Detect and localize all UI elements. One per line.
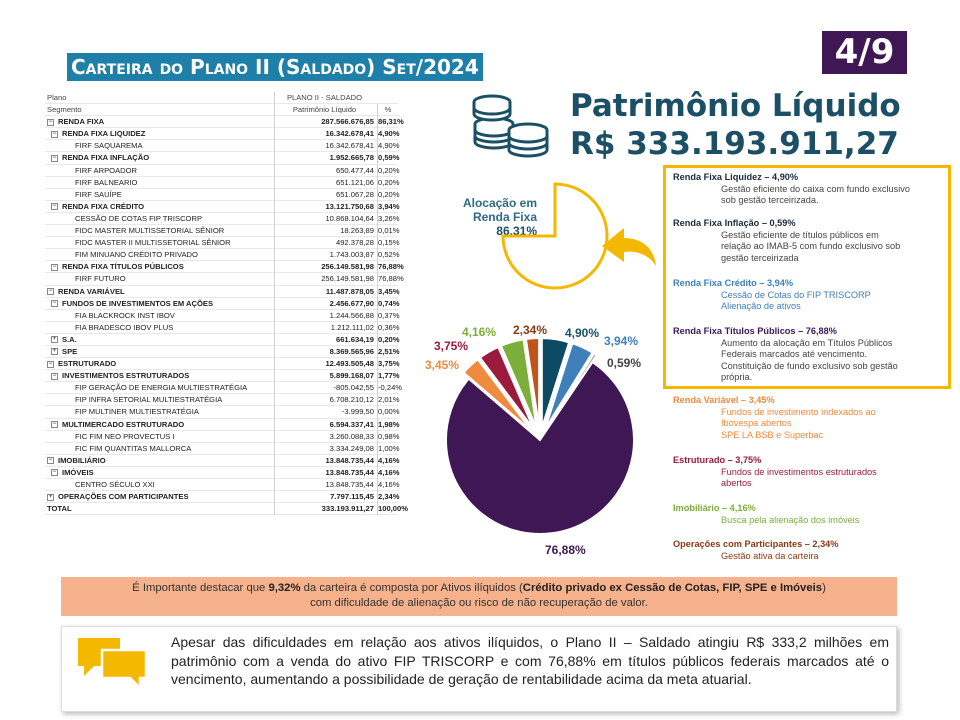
legend-item [673,326,943,384]
segment-cell [45,213,273,225]
value-cell: 1.244.566,88 [274,310,377,322]
table-row [45,491,398,503]
note-highlight: 9,32% [268,582,301,594]
segment-name: RENDA FIXA [58,117,105,127]
segment-name: FIDC MASTER MULTISSETORIAL SÊNIOR [75,226,225,236]
segment-name: FIC FIM NEO PROVECTUS I [75,431,175,441]
table-row [45,165,398,177]
table-row [45,140,398,152]
segment-cell [45,273,273,285]
segment-cell [45,431,273,443]
percent-cell: 100,00% [377,503,398,515]
segment-cell [45,455,273,467]
percent-cell: 1,00% [377,443,398,455]
legend-description: Ibovespa abertos [721,418,792,428]
segment-cell [45,116,273,128]
legend-title: Renda Variável – 3,45% [673,395,775,405]
segment-name: FUNDOS DE INVESTIMENTOS EM AÇÕES [62,298,214,308]
note-text: da carteira é composta por Ativos ilíquidos ( [300,582,523,594]
segment-cell [45,310,273,322]
segment-name: SPE [62,346,78,356]
table-row [45,382,403,394]
percent-cell: -0,24% [377,382,398,394]
segment-cell [45,346,273,358]
collapse-toggle[interactable]: − [52,372,57,379]
segment-cell [45,249,273,261]
percent-cell: 0,20% [377,177,398,189]
percent-cell: 1,98% [377,419,398,431]
legend-description: gestão terceirizada [721,252,799,263]
note-text: É Importante destacar que [132,582,269,594]
collapse-toggle[interactable]: − [52,469,57,476]
value-cell: 287.566.676,85 [274,116,377,128]
table-row [45,116,404,128]
table-row [45,334,398,346]
value-cell: 8.369.565,96 [274,346,377,358]
header-cell: Plano [47,93,67,102]
segment-name: RENDA FIXA LIQUIDEZ [62,129,146,139]
percent-cell: 3,94% [377,201,398,213]
table-row [45,201,398,213]
table-row [45,443,398,455]
value-cell: 651.067,28 [274,189,377,201]
segment-name: FIP INFRA SETORIAL MULTIESTRATÉGIA [75,395,223,405]
percent-cell: 0,98% [377,431,398,443]
legend-description: Busca pela alienação dos imóveis [721,514,860,525]
collapse-toggle[interactable]: − [48,118,53,125]
segment-name: FIC FIM QUANTITAS MALLORCA [75,443,192,453]
value-cell: 651.121,06 [274,177,377,189]
legend-description: Gestão ativa da carteira [721,550,819,561]
segment-cell [45,177,273,189]
segment-name: CENTRO SÉCULO XXI [75,480,155,489]
collapse-toggle[interactable]: − [52,130,57,137]
value-cell: 661.634,19 [274,334,377,346]
table-row [45,177,398,189]
legend-description: Federais marcados até vencimento. [721,349,868,359]
segment-cell [45,298,273,310]
segment-name: FIM MINUANO CRÉDITO PRIVADO [75,250,198,260]
table-row [45,310,398,322]
percent-cell: 0,37% [377,310,398,322]
value-cell: 16.342.678,41 [274,128,377,140]
value-cell: 16.342.678,41 [274,140,377,152]
legend-title: Renda Fixa Títulos Públicos – 76,88% [673,326,837,336]
collapse-toggle[interactable]: − [52,300,57,307]
segment-name: FIP MULTINER MULTIESTRATÉGIA [75,407,199,417]
segment-name: FIRF FUTURO [75,274,126,284]
value-cell: 333.193.911,27 [274,503,377,515]
value-cell: 1.952.665,78 [274,152,377,164]
legend-item [673,539,943,562]
segment-name: RENDA FIXA CRÉDITO [62,201,144,211]
segment-cell [45,491,273,503]
value-cell: 6.594.337,41 [274,419,377,431]
value-cell: 3.260.088,33 [274,431,377,443]
table-row [45,249,398,261]
segment-name: S.A. [62,334,77,344]
segment-name: IMÓVEIS [62,467,94,477]
segment-name: FIRF SAUÍPE [75,189,122,199]
legend-description: relação ao IMAB-5 com fundo exclusivo sob [721,241,901,251]
legend-description: Gestão eficiente do caixa com fundo exclusivo [721,183,910,194]
table-row [45,455,398,467]
percent-cell: 2,01% [377,394,398,406]
legend-title: Imobiliário – 4,16% [673,503,756,513]
percent-cell: 4,16% [377,455,398,467]
value-cell: 11.487.878,05 [274,286,377,298]
percent-cell: 4,90% [377,140,398,152]
value-cell: 650.477,44 [274,165,377,177]
legend-description: abertos [721,478,752,488]
collapse-toggle[interactable]: − [48,288,53,294]
segment-cell [45,467,273,479]
segment-cell [45,479,273,491]
segment-name: FIRF ARPOADOR [75,165,138,175]
table-row [45,346,398,358]
pie-data-label: 2,34% [513,323,548,337]
table-row [45,273,404,285]
percent-cell: 76,88% [377,273,398,285]
segment-name: CESSÃO DE COTAS FIP TRISCORP [75,213,203,223]
note-text: com dificuldade de alienação ou risco de não recuperação de valor. [310,597,648,609]
pie-data-label: 3,75% [434,339,469,353]
table-header-row [45,92,398,104]
percent-cell: 2,51% [377,346,398,358]
percent-cell: 0,36% [377,322,398,334]
segment-cell [45,225,273,237]
segment-cell [45,406,273,418]
value-cell: 256.149.581,98 [274,261,377,273]
percent-cell: 0,00% [377,406,398,418]
pie-data-label: 0,59% [607,356,642,370]
illiquid-assets-note [61,577,897,616]
legend-description: Alienação de ativos [721,301,801,311]
value-cell: 492.378,28 [274,237,377,249]
percent-cell: 3,26% [377,213,398,225]
legend-item [673,503,943,526]
table-row [45,358,398,370]
segment-name: RENDA FIXA TÍTULOS PÚBLICOS [62,262,184,272]
value-cell: 18.263,89 [274,225,377,237]
value-cell: -805.042,55 [274,382,377,394]
segment-name: OPERAÇÕES COM PARTICIPANTES [58,492,189,502]
value-cell: 5.899.168,07 [274,370,377,382]
collapse-toggle[interactable]: − [52,154,57,161]
segment-cell [45,165,273,177]
expand-toggle[interactable]: + [52,348,57,355]
legend-title: Renda Fixa Liquidez – 4,90% [673,172,799,182]
collapse-toggle[interactable]: − [52,203,57,210]
value-cell: 12.493.505,48 [274,358,377,370]
percent-cell: 0,20% [377,189,398,201]
note-text: ) [822,582,826,594]
value-cell: 1.212.111,02 [274,322,377,334]
pie-data-label: 4,16% [462,325,497,339]
patrimonio-value: R$ 333.193.911,27 [570,126,899,162]
coins-icon [470,92,555,160]
collapse-toggle[interactable]: − [48,457,53,464]
allocation-label: Alocação em Renda Fixa [462,196,537,224]
patrimonio-label: Patrimônio Líquido [570,88,901,124]
header-cell: % [377,104,398,116]
value-cell: 7.797.115,45 [274,491,377,503]
header-cell: Patrimônio Líquido [274,104,377,116]
legend-item [673,395,943,441]
segment-cell [45,370,273,382]
allocation-ring [500,180,610,292]
pie-data-label: 4,90% [565,326,600,340]
percent-cell: 3,75% [377,358,398,370]
percent-cell: 0,20% [377,334,398,346]
value-cell: 1.743.003,87 [274,249,377,261]
table-row [45,322,398,334]
segment-cell [45,358,273,370]
segment-cell [45,443,273,455]
segment-name: RENDA VARIÁVEL [58,286,125,296]
segment-cell [45,503,273,515]
percent-cell: 76,88% [377,261,398,273]
chat-bubbles-icon [76,636,148,690]
percent-cell: 4,90% [377,128,398,140]
collapse-toggle[interactable]: − [52,263,57,270]
segment-cell [45,128,273,140]
segment-cell [45,261,273,273]
segment-cell [45,189,273,201]
header-cell: PLANO II - SALDADO [274,92,377,104]
legend-description: sob gestão terceirizada. [721,195,819,205]
percent-cell: 0,01% [377,225,398,237]
legend-description: Cessão de Cotas do FIP TRISCORP [721,289,871,300]
allocation-value: 86,31% [496,224,537,238]
table-row [45,503,408,515]
legend-item [673,455,943,490]
table-row [45,213,398,225]
segment-name: IMOBILIÁRIO [58,455,106,465]
legend-description: própria. [721,372,753,382]
legend-description: Aumento da alocação em Títulos Públicos [721,337,893,348]
table-row [45,237,398,249]
segment-name: FIDC MASTER II MULTISSETORIAL SÊNIOR [75,238,231,248]
conclusion-text: Apesar das dificuldades em relação aos ativos ilíquidos, o Plano II – Saldado atingiu R$ 333,2 milhões em patrimônio com a venda do ativo FIP TRISCORP e com 76,88% em títulos públicos federais marcados até o vencimento, aumentando a possibilidade de geração de rentabilidade acima da meta atuarial. [171,634,889,688]
table-row [45,189,398,201]
segment-cell [45,419,273,431]
segment-cell [45,334,273,346]
expand-toggle[interactable]: + [48,493,53,500]
legend-title: Renda Fixa Inflação – 0,59% [673,218,796,228]
pie-data-label: 76,88% [545,543,586,557]
segment-name: INVESTIMENTOS ESTRUTURADOS [62,371,190,381]
table-row [45,152,398,164]
value-cell: 13.848.735,44 [274,455,377,467]
value-cell: 13.121.750,68 [274,201,377,213]
table-row [45,467,398,479]
table-row [45,261,404,273]
value-cell: -3.999,50 [274,406,377,418]
collapse-toggle[interactable]: − [48,360,53,367]
segment-cell [45,140,273,152]
table-row [45,419,398,431]
segment-cell [45,382,273,394]
segment-name: TOTAL [47,504,72,514]
pie-data-label: 3,45% [425,358,460,372]
percent-cell: 0,59% [377,152,398,164]
table-row [45,406,398,418]
segment-cell [45,152,273,164]
segment-cell [45,237,273,249]
segment-cell [45,322,273,334]
legend-title: Estruturado – 3,75% [673,455,762,465]
table-row [45,431,398,443]
legend-description: Fundos de investimento indexados ao [721,406,876,417]
legend-item [673,218,943,264]
note-highlight: Crédito privado ex Cessão de Cotas, FIP, SPE e Imóveis [522,582,823,594]
collapse-toggle[interactable]: − [52,421,57,428]
table-row [45,479,398,491]
table-row [45,225,398,237]
page-title: Carteira do Plano II (Saldado) Set/2024 [67,53,483,81]
segment-name: MULTIMERCADO ESTRUTURADO [62,419,185,429]
legend-description: Gestão eficiente de títulos públicos em [721,229,879,240]
segment-cell [45,286,273,298]
legend-description: Fundos de investimentos estruturados [721,466,877,477]
value-cell: 2.456.677,90 [274,298,377,310]
legend-description: SPE LA BSB e Superbac [721,429,824,440]
segment-name: FIA BLACKROCK INST IBOV [75,310,175,320]
segment-name: RENDA FIXA INFLAÇÃO [62,153,150,163]
segment-name: FIRF SAQUAREMA [75,141,143,151]
value-cell: 3.334.249,08 [274,443,377,455]
value-cell: 256.149.581,98 [274,273,377,285]
expand-toggle[interactable]: + [52,336,57,343]
table-row [45,394,398,406]
portfolio-table [45,92,408,515]
segment-name: ESTRUTURADO [58,359,117,369]
percent-cell: 0,52% [377,249,398,261]
legend-title: Renda Fixa Crédito – 3,94% [673,278,793,288]
table-row [45,370,398,382]
segment-cell [45,394,273,406]
page-number: 4/9 [822,31,907,74]
table-row [45,128,398,140]
table-row [45,286,398,298]
segment-cell [45,201,273,213]
pie-data-label: 3,94% [604,334,639,348]
percent-cell: 2,34% [377,491,398,503]
percent-cell: 0,74% [377,298,398,310]
legend-item [673,278,943,313]
legend-description: Constituição de fundo exclusivo sob gestão [721,360,898,371]
percent-cell: 86,31% [377,116,398,128]
segment-name: FIP GERAÇÃO DE ENERGIA MULTIESTRATÉGIA [75,383,248,393]
value-cell: 10.868.104,64 [274,213,377,225]
segment-name: FIRF BALNEARIO [75,177,138,187]
legend-title: Operações com Participantes – 2,34% [673,539,839,549]
curved-arrow-icon [598,222,662,270]
percent-cell: 4,16% [377,479,398,491]
header-cell: Segmento [47,105,82,115]
percent-cell: 0,15% [377,237,398,249]
legend-item [673,172,943,207]
value-cell: 13.848.735,44 [274,479,377,491]
table-row [45,298,398,310]
percent-cell: 1,77% [377,370,398,382]
value-cell: 13.848.735,44 [274,467,377,479]
percent-cell: 0,20% [377,165,398,177]
percent-cell: 4,16% [377,467,398,479]
percent-cell: 3,45% [377,286,398,298]
table-header-row [45,104,398,116]
segment-name: FIA BRADESCO IBOV PLUS [75,322,174,332]
value-cell: 6.708.210,12 [274,394,377,406]
